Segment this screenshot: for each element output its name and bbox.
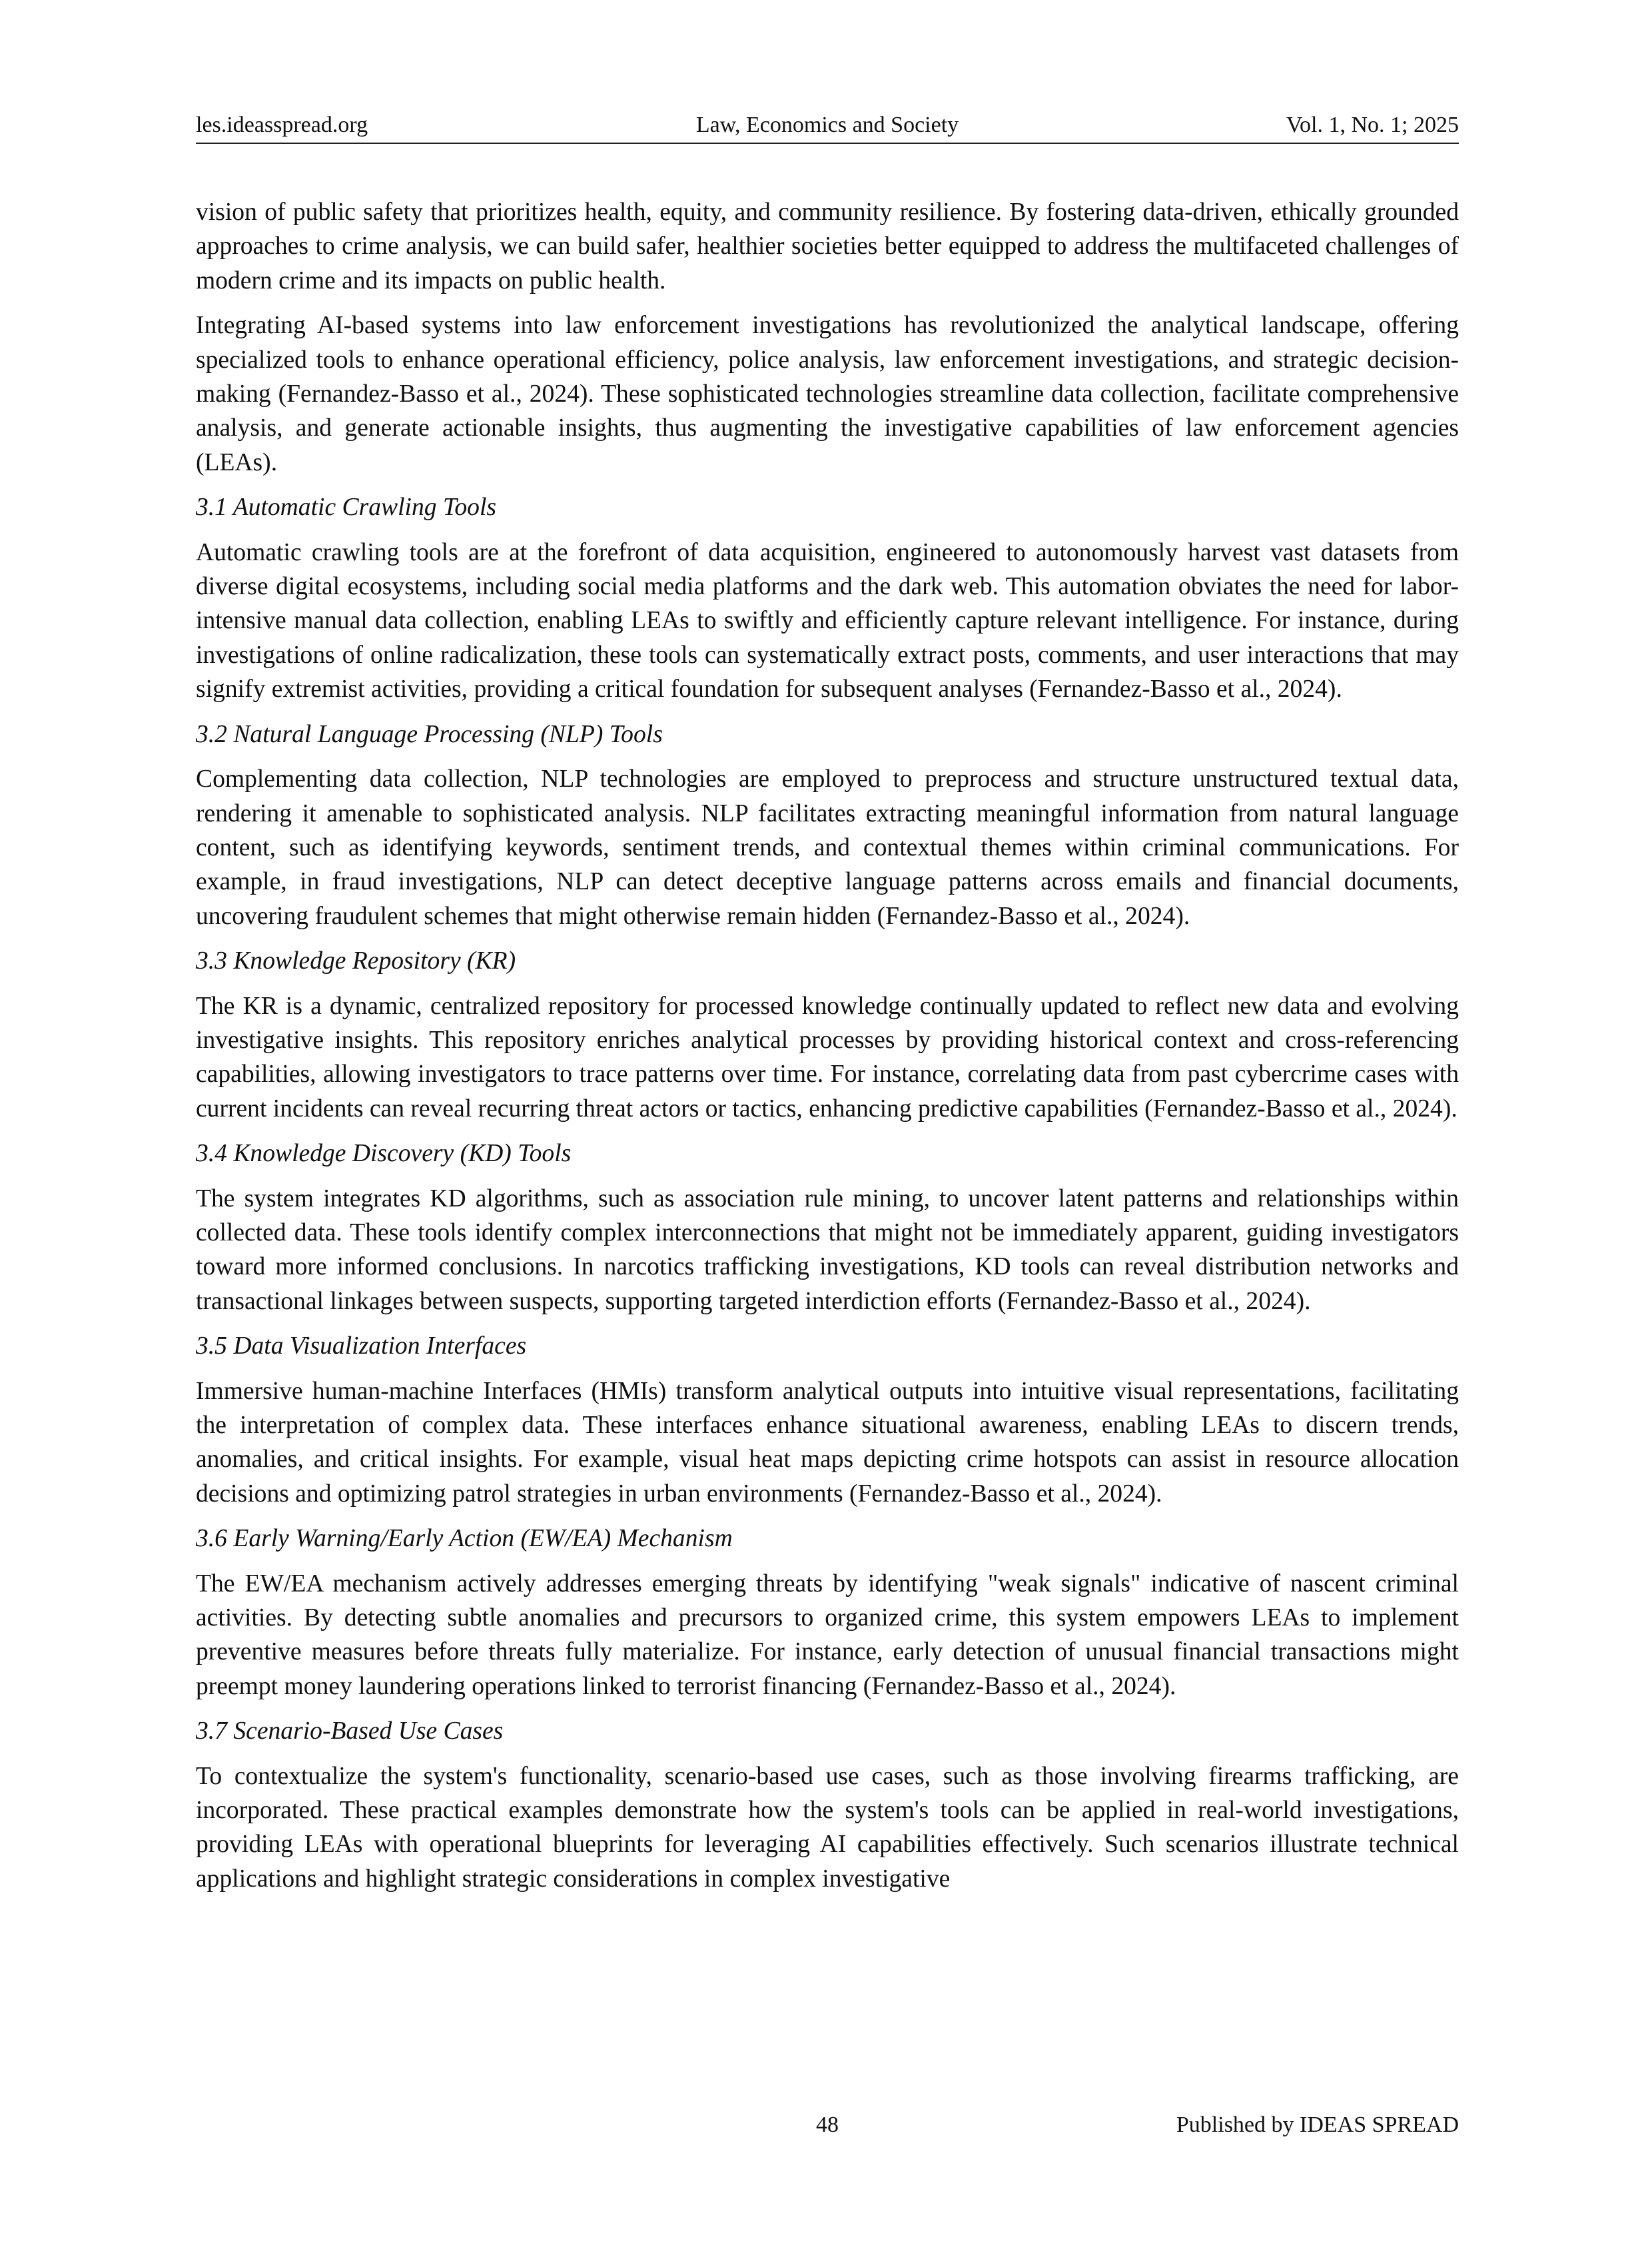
section-body-3-1: Automatic crawling tools are at the forefront of data acquisition, engineered to autonomously harvest vast datasets from diverse digital ecosystems, including social media platforms and the dark web. This automation obviates the need for labor-intensive manual data collection, enabling LEAs to swiftly and efficiently capture relevant intelligence. For instance, during investigations of online radicalization, these tools can systematically extract posts, comments, and user interactions that may signify extremist activities, providing a critical foundation for subsequent analyses (Fernandez-Basso et al., 2024). [196, 538, 1459, 703]
section-body-3-2: Complementing data collection, NLP technologies are employed to preprocess and structure unstructured textual data, rendering it amenable to sophisticated analysis. NLP facilitates extracting meaningful information from natural language content, such as identifying keywords, sentiment trends, and contextual themes within criminal communications. For example, in fraud investigations, NLP can detect deceptive language patterns across emails and financial documents, uncovering fraudulent schemes that might otherwise remain hidden (Fernandez-Basso et al., 2024). [196, 765, 1459, 930]
running-header [196, 112, 1459, 144]
section-heading-3-1: 3.1 Automatic Crawling Tools [196, 494, 497, 522]
section-heading-3-4: 3.4 Knowledge Discovery (KD) Tools [196, 1140, 572, 1168]
section-body-3-4: The system integrates KD algorithms, such as association rule mining, to uncover latent patterns and relationships within collected data. These tools identify complex interconnections that might not be immediately apparent, guiding investigators toward more informed conclusions. In narcotics trafficking investigations, KD tools can reveal distribution networks and transactional linkages between suspects, supporting targeted interdiction efforts (Fernandez-Basso et al., 2024). [196, 1184, 1459, 1315]
section-heading-3-6: 3.6 Early Warning/Early Action (EW/EA) Mechanism [196, 1525, 733, 1553]
section-body-3-3: The KR is a dynamic, centralized repository for processed knowledge continually updated to reflect new data and evolving investigative insights. This repository enriches analytical processes by providing historical context and cross-referencing capabilities, allowing investigators to trace patterns over time. For instance, correlating data from past cybercrime cases with current incidents can reveal recurring threat actors or tactics, enhancing predictive capabilities (Fernandez-Basso et al., 2024). [196, 992, 1459, 1122]
page-number: 48 [816, 2112, 839, 2137]
section-body-3-6: The EW/EA mechanism actively addresses emerging threats by identifying "weak signals" indicative of nascent criminal activities. By detecting subtle anomalies and precursors to organized crime, this system empowers LEAs to implement preventive measures before threats fully materialize. For instance, early detection of unusual financial transactions might preempt money laundering operations linked to terrorist financing (Fernandez-Basso et al., 2024). [196, 1570, 1459, 1700]
publisher-credit: Published by IDEAS SPREAD [1176, 2112, 1459, 2137]
intro-paragraph-2: Integrating AI-based systems into law enforcement investigations has revolutionized the analytical landscape, offering specialized tools to enhance operational efficiency, police analysis, law enforcement investigations, and strategic decision-making (Fernandez-Basso et al., 2024). These sophisticated technologies streamline data collection, facilitate comprehensive analysis, and generate actionable insights, thus augmenting the investigative capabilities of law enforcement agencies (LEAs). [196, 312, 1459, 476]
page-footer [196, 2110, 1459, 2140]
section-body-3-5: Immersive human-machine Interfaces (HMIs) transform analytical outputs into intuitive visual representations, facilitating the interpretation of complex data. These interfaces enhance situational awareness, enabling LEAs to discern trends, anomalies, and critical insights. For example, visual heat maps depicting crime hotspots can assist in resource allocation decisions and optimizing patrol strategies in urban environments (Fernandez-Basso et al., 2024). [196, 1377, 1459, 1508]
header-journal-title: Law, Economics and Society [695, 113, 959, 137]
section-heading-3-2: 3.2 Natural Language Processing (NLP) Tools [196, 720, 663, 748]
section-heading-3-7: 3.7 Scenario-Based Use Cases [196, 1717, 504, 1745]
article-body [196, 195, 1459, 1907]
section-heading-3-5: 3.5 Data Visualization Interfaces [196, 1332, 527, 1360]
intro-paragraph-1: vision of public safety that prioritizes health, equity, and community resilience. By fostering data-driven, ethically grounded approaches to crime analysis, we can build safer, healthier societies better equipped to address the multifaceted challenges of modern crime and its impacts on public health. [196, 199, 1459, 294]
header-volume-info: Vol. 1, No. 1; 2025 [1286, 113, 1459, 137]
section-body-3-7: To contextualize the system's functionality, scenario-based use cases, such as those involving firearms trafficking, are incorporated. These practical examples demonstrate how the system's tools can be applied in real-world investigations, providing LEAs with operational blueprints for leveraging AI capabilities effectively. Such scenarios illustrate technical applications and highlight strategic considerations in complex investigative [196, 1762, 1459, 1893]
header-site-link[interactable]: les.ideasspread.org [196, 113, 368, 137]
section-heading-3-3: 3.3 Knowledge Repository (KR) [196, 947, 516, 975]
